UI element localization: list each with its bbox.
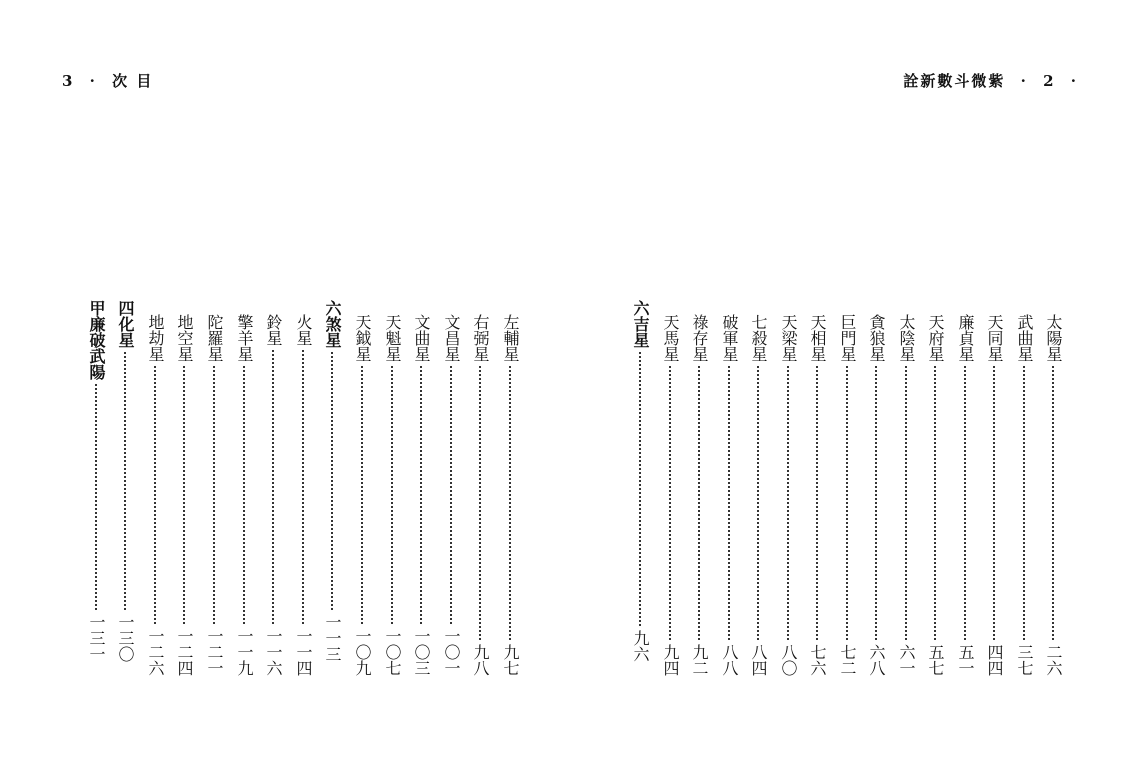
toc-entry-title: 太陰星 xyxy=(897,314,916,362)
dot-leader xyxy=(154,366,156,624)
toc-entry-title: 廉貞星 xyxy=(956,314,975,362)
left-toc-entry xyxy=(500,314,520,676)
toc-entry-title: 地空星 xyxy=(175,314,194,362)
toc-entry-page: 二六 xyxy=(1044,644,1063,676)
toc-entry-page: 一一三 xyxy=(323,614,342,662)
right-toc-entry xyxy=(837,314,857,676)
left-toc-entry xyxy=(86,300,106,662)
left-toc-entry xyxy=(174,314,194,676)
toc-entry-page: 一〇九 xyxy=(353,628,372,676)
toc-entry-page: 五一 xyxy=(956,644,975,676)
toc-entry-title: 天魁星 xyxy=(383,314,402,362)
right-toc-entry xyxy=(1043,314,1063,676)
dot-leader xyxy=(361,366,363,624)
left-toc-entry xyxy=(411,314,431,676)
left-toc-entry xyxy=(145,314,165,676)
left-toc-entry xyxy=(263,314,283,676)
toc-entry-title: 鈴星 xyxy=(264,314,283,346)
toc-entry-page: 九六 xyxy=(631,630,650,662)
toc-entry-title: 太陽星 xyxy=(1044,314,1063,362)
toc-entry-page: 九八 xyxy=(471,644,490,676)
toc-entry-title: 武曲星 xyxy=(1015,314,1034,362)
toc-entry-title: 火星 xyxy=(294,314,313,346)
dot-leader xyxy=(450,366,452,624)
toc-entry-page: 一〇三 xyxy=(412,628,431,676)
toc-entry-page: 一三一 xyxy=(87,614,106,662)
dot-leader xyxy=(124,352,126,610)
dot-leader xyxy=(213,366,215,624)
toc-entry-page: 六八 xyxy=(867,644,886,676)
toc-entry-title: 天相星 xyxy=(808,314,827,362)
dot-leader xyxy=(816,366,818,640)
toc-entry-page: 九二 xyxy=(690,644,709,676)
right-toc-entry xyxy=(778,314,798,676)
toc-entry-title: 文昌星 xyxy=(442,314,461,362)
dot-leader xyxy=(728,366,730,640)
toc-entry-page: 八四 xyxy=(749,644,768,676)
right-toc-entry xyxy=(866,314,886,676)
right-toc-entry xyxy=(660,314,680,676)
toc-entry-title: 左輔星 xyxy=(501,314,520,362)
right-toc-entry xyxy=(925,314,945,676)
left-toc-entry xyxy=(234,314,254,676)
left-toc-entry xyxy=(470,314,490,676)
dot-leader xyxy=(993,366,995,640)
dot-leader xyxy=(757,366,759,640)
header-left xyxy=(62,70,153,91)
toc-entry-page: 九七 xyxy=(501,644,520,676)
toc-entry-title: 右弼星 xyxy=(471,314,490,362)
right-toc-entry xyxy=(748,314,768,676)
toc-entry-title: 甲廉破武陽 xyxy=(87,300,106,380)
toc-entry-page: 一〇一 xyxy=(442,628,461,676)
dot-leader xyxy=(698,366,700,640)
dot-leader xyxy=(331,352,333,610)
header-separator: · xyxy=(1070,72,1078,90)
toc-entry-title: 天府星 xyxy=(926,314,945,362)
toc-entry-title: 擎羊星 xyxy=(235,314,254,362)
toc-entry-title: 天梁星 xyxy=(779,314,798,362)
toc-entry-title: 六吉星 xyxy=(631,300,650,348)
toc-entry-page: 八八 xyxy=(720,644,739,676)
dot-leader xyxy=(669,366,671,640)
toc-entry-page: 一二六 xyxy=(146,628,165,676)
dot-leader xyxy=(243,366,245,624)
toc-entry-title: 七殺星 xyxy=(749,314,768,362)
header-separator: · xyxy=(1020,72,1028,90)
toc-entry-title: 破軍星 xyxy=(720,314,739,362)
toc-entry-page: 八〇 xyxy=(779,644,798,676)
toc-entry-page: 一二一 xyxy=(205,628,224,676)
right-toc-entry xyxy=(719,314,739,676)
toc-entry-title: 祿存星 xyxy=(690,314,709,362)
dot-leader xyxy=(391,366,393,624)
toc-entry-page: 九四 xyxy=(661,644,680,676)
toc-entry-title: 貪狼星 xyxy=(867,314,886,362)
dot-leader xyxy=(183,366,185,624)
header-left-title: 次 目 xyxy=(112,72,154,90)
toc-entry-page: 一一九 xyxy=(235,628,254,676)
dot-leader xyxy=(964,366,966,640)
toc-entry-title: 天馬星 xyxy=(661,314,680,362)
header-separator: · xyxy=(89,72,97,90)
right-toc-entry xyxy=(896,314,916,676)
toc-entry-title: 陀羅星 xyxy=(205,314,224,362)
header-right-page-number: 2 xyxy=(1043,72,1056,90)
toc-entry-page: 五七 xyxy=(926,644,945,676)
dot-leader xyxy=(846,366,848,640)
dot-leader xyxy=(934,366,936,640)
toc-entry-page: 一二四 xyxy=(175,628,194,676)
dot-leader xyxy=(95,384,97,610)
left-toc-entry xyxy=(293,314,313,676)
right-toc-entry xyxy=(689,314,709,676)
header-left-page-number: 3 xyxy=(62,72,75,90)
toc-entry-title: 地劫星 xyxy=(146,314,165,362)
toc-entry-page: 七六 xyxy=(808,644,827,676)
left-toc-entry xyxy=(204,314,224,676)
right-toc-entry xyxy=(1014,314,1034,676)
dot-leader xyxy=(302,350,304,624)
toc-entry-title: 文曲星 xyxy=(412,314,431,362)
right-toc-entry xyxy=(955,314,975,676)
right-toc-entry xyxy=(630,300,650,662)
toc-entry-page: 一〇七 xyxy=(383,628,402,676)
toc-entry-page: 一三〇 xyxy=(116,614,135,662)
toc-entry-page: 七二 xyxy=(838,644,857,676)
header-right-title: 詮新數斗微紫 xyxy=(903,72,1006,90)
dot-leader xyxy=(509,366,511,640)
dot-leader xyxy=(479,366,481,640)
toc-entry-title: 天同星 xyxy=(985,314,1004,362)
toc-entry-page: 六一 xyxy=(897,644,916,676)
toc-entry-page: 一一六 xyxy=(264,628,283,676)
toc-entry-page: 三七 xyxy=(1015,644,1034,676)
left-toc-entry xyxy=(115,300,135,662)
dot-leader xyxy=(905,366,907,640)
dot-leader xyxy=(787,366,789,640)
toc-entry-page: 四四 xyxy=(985,644,1004,676)
toc-entry-page: 一一四 xyxy=(294,628,313,676)
toc-entry-title: 六煞星 xyxy=(323,300,342,348)
dot-leader xyxy=(639,352,641,626)
left-toc-entry xyxy=(322,300,342,662)
dot-leader xyxy=(1023,366,1025,640)
dot-leader xyxy=(875,366,877,640)
toc-entry-title: 天鉞星 xyxy=(353,314,372,362)
right-toc-entry xyxy=(807,314,827,676)
right-toc-entry xyxy=(984,314,1004,676)
toc-entry-title: 四化星 xyxy=(116,300,135,348)
dot-leader xyxy=(1052,366,1054,640)
dot-leader xyxy=(420,366,422,624)
toc-entry-title: 巨門星 xyxy=(838,314,857,362)
left-toc-entry xyxy=(352,314,372,676)
left-toc-entry xyxy=(441,314,461,676)
dot-leader xyxy=(272,350,274,624)
left-toc-entry xyxy=(382,314,402,676)
header-right xyxy=(903,70,1086,91)
